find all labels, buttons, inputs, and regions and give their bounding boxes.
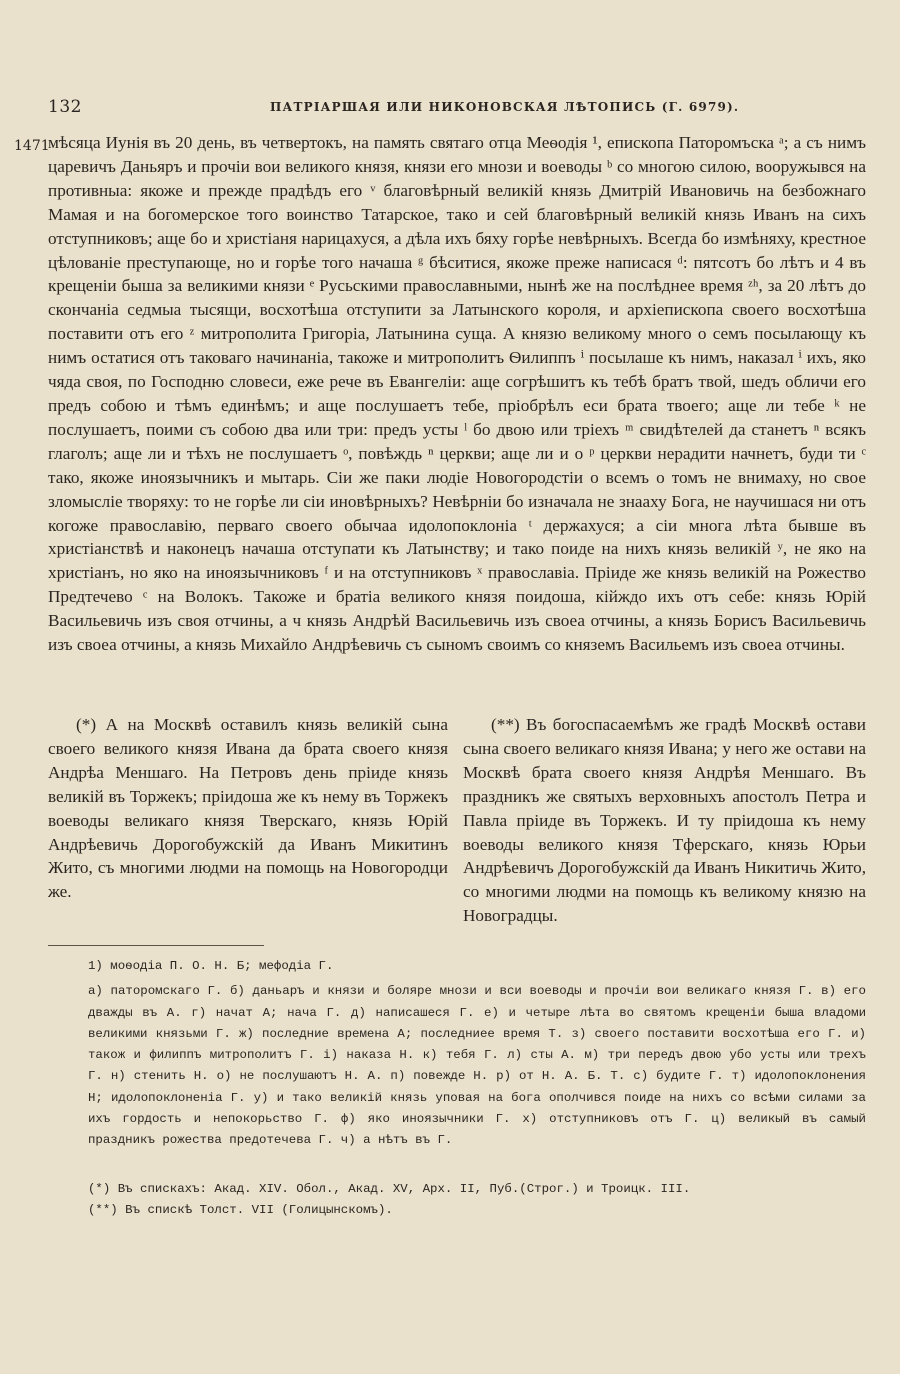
footnote-letters: а) паторомскаго Г. б) даньаръ и князи и боляре мнози и вси воеводы и прочіи вои великаго князя Г. в) его дважды въ А. г) начат А; нача Г. д) написашеся Г. е) и четыре лѣта во святомъ крещеніи быша владоми великими князьми Г. ж) последние времена А; последниее время Т. з) своего поставити восхотѣша его Г. и) також и филиппъ митрополитъ Г. і) наказа Н. к) тебя Г. л) сты А. м) три передъ двою убо усты или трехъ Г. н) стенить Н. о) не послушаютъ Н. А. п) повежде Н. р) от Н. А. Б. Т. с) будите Г. т) идолопоклонения Н; идолопоклоненіа Г. у) и тако великій князь уповая на бога ополчився поиде на нихъ со всѣми силами за ихъ гордость и непокорьство Г. ф) яко иноязычники Г. х) отступниковъ отъ Г. ц) великый въ самый праздникъ рожества предотечева Г. ч) а нѣтъ въ Г. — [88, 984, 866, 1148]
footnote-source-1: (*) Въ спискахъ: Акад. XIV. Обол., Акад. XV, Арх. II, Пуб.(Строг.) и Троицк. III. — [88, 1182, 691, 1196]
margin-year: 1471 — [14, 138, 50, 154]
main-text-paragraph: мѣсяца Иунія въ 20 день, въ четвертокъ, на память святаго отца Меѳодія ¹, епископа Паторомъска ᵃ; а съ нимъ царевичъ Даньяръ и прочіи вои великого князя, князи его мнози и воеводы ᵇ со многою силою, вооружывся на противныа: якоже и прежде прадѣдъ его ᵛ благовѣрный великій князь Дмитрій Ивановичь на безбожнаго Мамая и на богомерское того воинство Татарское, тако и сей благовѣрный великій князь Иванъ на сихъ отступниковъ; аще бо и христіаня нарицахуся, а дѣла ихъ бяху горѣе невѣрныхъ. Всегда бо измѣняху, крестное цѣлованіе преступающе, но и горѣе того начаша ᵍ бѣситися, якоже преже написася ᵈ: пятсотъ бо лѣтъ и 4 въ крещеніи быша за великими князи ᵉ Русьскими православными, нынѣ же на послѣднее время ᶻʰ, за 20 лѣтъ до скончаніа седмыа тысящи, восхотѣша отступити за Латынского короля, и архіепископа своего восхотѣша поставити отъ его ᶻ митрополита Григоріа, Латынина суща. А князю великому много о семъ посылающу къ нимъ остатися отъ таковаго начинаніа, такоже и митрополитъ Ѳилиппъ ⁱ посылаше къ нимъ, наказал ⁱ ихъ, яко чяда своя, по Господню словеси, еже рече въ Евангеліи: аще согрѣшитъ къ тебѣ братъ твой, шедъ обличи его предъ собою и тѣмъ единѣмъ; и аще послушаетъ тебе, пріобрѣлъ еси брата твоего; аще ли тебе ᵏ не послушаетъ, поими съ собою два или три: предъ усты ˡ бо двою или тріехъ ᵐ свидѣтелей да станетъ ⁿ всякъ глаголъ; аще ли и тѣхъ не послушаетъ ᵒ, повѣждь ⁿ церкви; аще ли и о ᵖ церкви нерадити начнетъ, буди ти ᶜ тако, якоже иноязычникъ и мытарь. Сіи же паки людіе Новогородстіи о всемъ о томъ не внимаху, но свое зломысліе творяху: то не горѣе ли сіи иновѣрныхъ? Невѣрніи бо изначала не знааху Бога, не научишася ни отъ когоже православію, перваго своего обычаа идолопоклоніа ᵗ держахуся; а сіи многа лѣта бывше въ христіанствѣ и наконецъ начаша отступати къ Латынству; и тако поиде на нихъ князь великій ʸ, не яко на христіанъ, но яко на иноязычниковъ ᶠ и на отступниковъ ˣ православіа. Пріиде же князь великій на Рожество Предтечево ᶜ на Волокъ. Такоже и братіа великого князя поидоша, кійждо ихъ отъ себе: князь Юрій Васильевичь изъ своя отчины, а ч князь Андрѣй Васильевичь изъ своеа отчины, а князь Борисъ Васильевичь изъ своеа отчины, а князь Михайло Андрѣевичь съ сыномъ своимъ со княземъ Васильемъ изъ своеа отчины. — [48, 133, 866, 655]
running-head: ПАТРІАРШАЯ ИЛИ НИКОНОВСКАЯ ЛѢТОПИСЬ (Г. 6979). — [270, 100, 740, 114]
right-column-text: (**) Въ богоспасаемѣмъ же градѣ Москвѣ остави сына своего великаго князя Ивана; у него же остави на Москвѣ брата своего князя Андрѣя Меншаго. Въ праздникъ же святыхъ верховныхъ апостолъ Петра и Павла пріиде въ Торжекъ. И ту пріидоша къ нему воеводы великого князя Тферскаго, князь Юрьи Андрѣевичъ Дорогобужскій да Иванъ Никитичь Жито, со многими людми на помощь къ великому князю на Новоградцы. — [463, 715, 866, 926]
footnotes — [88, 956, 866, 1156]
footnote-source-2: (**) Въ спискѣ Толст. VII (Голицынскомъ). — [88, 1203, 393, 1217]
footnote-1: 1) моѳодіа П. О. Н. Б; мефодіа Г. — [88, 959, 334, 973]
right-column — [463, 713, 866, 928]
page-header — [48, 97, 848, 121]
left-column-text: (*) А на Москвѣ оставилъ князь великій сына своего великого князя Ивана да брата своего князя Андрѣа Меншаго. На Петровъ день пріиде князь великій въ Торжекъ; пріидоша же къ нему въ Торжекъ воеводы великаго князя Тверскаго, князь Юрій Андрѣевичь Дорогобужскій да Иванъ Микитинъ Жито, съ многими людми на помощь на Новогородци же. — [48, 715, 448, 902]
footnote-rule — [48, 945, 264, 946]
page-number: 132 — [48, 97, 82, 117]
left-column — [48, 713, 448, 904]
